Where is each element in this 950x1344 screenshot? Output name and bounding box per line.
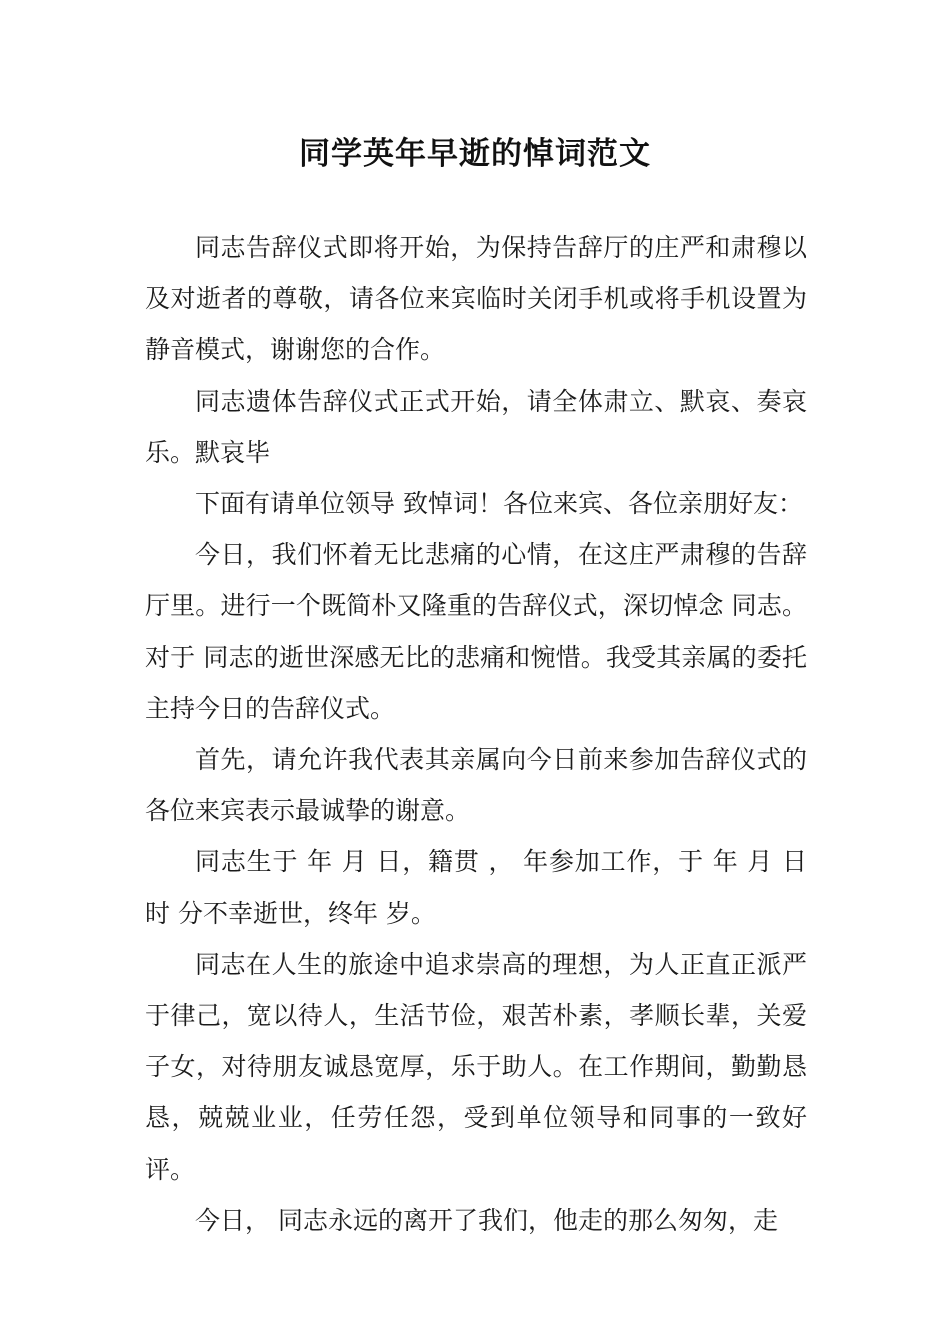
paragraph-biography: 同志生于 年 月 日，籍贯 ， 年参加工作，于 年 月 日 时 分不幸逝世，终年 岁。 xyxy=(145,847,807,928)
paragraph-farewell: 今日， 同志永远的离开了我们，他走的那么匆匆，走 xyxy=(195,1205,778,1235)
document-title: 同学英年早逝的悼词范文 xyxy=(299,136,651,172)
paragraph-leader-invite: 下面有请单位领导 致悼词！各位来宾、各位亲朋好友： xyxy=(195,489,803,519)
paragraph-thanks: 首先，请允许我代表其亲属向今日前来参加告辞仪式的各位来宾表示最诚挚的谢意。 xyxy=(145,745,807,826)
paragraph-ceremony-start: 同志遗体告辞仪式正式开始，请全体肃立、默哀、奏哀乐。默哀毕 xyxy=(145,386,807,467)
paragraph-notice: 同志告辞仪式即将开始，为保持告辞厅的庄严和肃穆以及对逝者的尊敬，请各位来宾临时关闭手机或将手机设置为静音模式，谢谢您的合作。 xyxy=(145,233,807,365)
paragraph-mourning: 今日，我们怀着无比悲痛的心情，在这庄严肃穆的告辞厅里。进行一个既简朴又隆重的告辞仪式，深切悼念 同志。对于 同志的逝世深感无比的悲痛和惋惜。我受其亲属的委托主持今日的告辞仪式。 xyxy=(145,540,807,723)
document-body xyxy=(145,222,807,1246)
paragraph-character: 同志在人生的旅途中追求崇高的理想，为人正直正派严于律己，宽以待人，生活节俭，艰苦朴素，孝顺长辈，关爱子女，对待朋友诚恳宽厚，乐于助人。在工作期间，勤勤恳恳，兢兢业业，任劳任怨，受到单位领导和同事的一致好评。 xyxy=(145,949,807,1184)
